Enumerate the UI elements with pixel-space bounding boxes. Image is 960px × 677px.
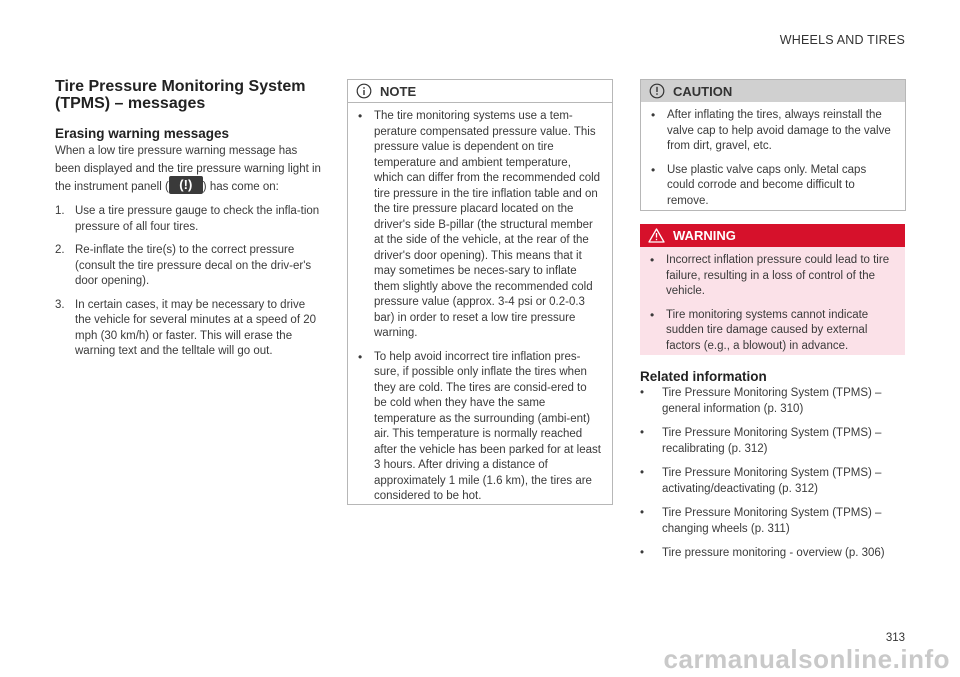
related-link-general-information[interactable]: • Tire Pressure Monitoring System (TPMS) – general information (p. 310)	[640, 386, 905, 417]
tire-pressure-warning-icon: (!)	[169, 176, 203, 194]
step-item	[55, 298, 323, 360]
main-column	[55, 78, 323, 368]
step-text: Re-inflate the tire(s) to the correct pressure (consult the tire pressure decal on the driv-er's door opening).	[75, 244, 312, 288]
caution-bullet: • Use plastic valve caps only. Metal caps could corrode and become difficult to remove.	[651, 163, 895, 210]
warning-bullets	[640, 247, 905, 370]
warning-bullet: • Incorrect inflation pressure could lead to tire failure, resulting in a loss of control of the vehicle.	[650, 253, 895, 300]
steps-list	[55, 204, 323, 360]
warning-triangle-icon	[648, 228, 665, 243]
related-link-overview[interactable]: • Tire pressure monitoring - overview (p. 306)	[640, 546, 905, 562]
caution-bullet: • After inflating the tires, always reinstall the valve cap to help avoid damage to the valve from dirt, gravel, etc.	[651, 108, 895, 155]
exclamation-circle-icon	[649, 83, 665, 99]
step-item	[55, 243, 323, 290]
step-item	[55, 204, 323, 235]
note-bullets	[348, 103, 612, 521]
caution-bullets	[641, 102, 905, 225]
related-information	[640, 369, 905, 571]
warning-bullet: • Tire monitoring systems cannot indicate sudden tire damage caused by external factors (e.g., a blowout) in advance.	[650, 308, 895, 355]
warning-label: WARNING	[673, 228, 736, 243]
step-number: 3.	[55, 298, 65, 311]
step-number: 1.	[55, 205, 65, 218]
note-header	[348, 80, 612, 103]
related-links	[640, 386, 905, 562]
caution-box	[640, 79, 906, 211]
note-bullet: • To help avoid incorrect tire inflation pres-sure, if possible only inflate the tires when they are cold. The tires are consid-ered to be cold when they have the same temperature as the surrounding (ambi-ent) air. This temperature is normally reached after the vehicle has been parked for at least 3 hours. After driving a distance of approximately 1 mile (1.6 km), the tires are considered to be hot.	[358, 350, 602, 505]
intro-paragraph	[55, 142, 323, 196]
info-circle-icon	[356, 83, 372, 99]
page-number: 313	[885, 632, 905, 644]
step-text: Use a tire pressure gauge to check the infla-tion pressure of all four tires.	[75, 205, 320, 233]
related-link-changing-wheels[interactable]: • Tire Pressure Monitoring System (TPMS) – changing wheels (p. 311)	[640, 506, 905, 537]
watermark: carmanualsonline.info	[663, 644, 950, 674]
page-title	[55, 78, 323, 112]
related-link-recalibrating[interactable]: • Tire Pressure Monitoring System (TPMS) – recalibrating (p. 312)	[640, 426, 905, 457]
note-bullet: • The tire monitoring systems use a tem-perature compensated pressure value. This pressure value is dependent on tire temperature and ambient temperature, which can differ from the recommended cold tire pressure in the tire inflation table and on the tire pressure placard located on the driver's side B-pillar (the structural member at the side of the vehicle, at the rear of the driver's door opening). This means that it may sometimes be neces-sary to inflate them slightly above the recommended cold pressure value (approx. 3-4 psi or 0.2-0.3 bar) in order to reset a low tire pressure warning.	[358, 109, 602, 342]
caution-label: CAUTION	[673, 83, 733, 99]
warning-header	[640, 224, 905, 247]
note-box	[347, 79, 613, 505]
note-label: NOTE	[380, 83, 417, 99]
caution-header	[641, 80, 905, 102]
warning-box	[640, 224, 905, 355]
related-link-activating-deactivating[interactable]: • Tire Pressure Monitoring System (TPMS) – activating/deactivating (p. 312)	[640, 466, 905, 497]
related-heading: Related information	[640, 369, 767, 384]
step-text: In certain cases, it may be necessary to drive the vehicle for several minutes at a speed of 20 mph (30 km/h) or faster. This will erase the warning text and the telltale will go out.	[75, 298, 317, 358]
section-subtitle: Erasing warning messages	[55, 126, 230, 141]
page-header-section: WHEELS AND TIRES	[779, 33, 905, 47]
step-number: 2.	[55, 244, 65, 257]
title-line-1: Tire Pressure Monitoring System	[55, 78, 306, 95]
intro-text-after: ) has come on:	[202, 181, 279, 194]
intro-text-before: When a low tire pressure warning message has been displayed and the tire pressure warning light in the instrument panell (	[55, 145, 321, 194]
title-line-2: (TPMS) – messages	[55, 95, 206, 112]
